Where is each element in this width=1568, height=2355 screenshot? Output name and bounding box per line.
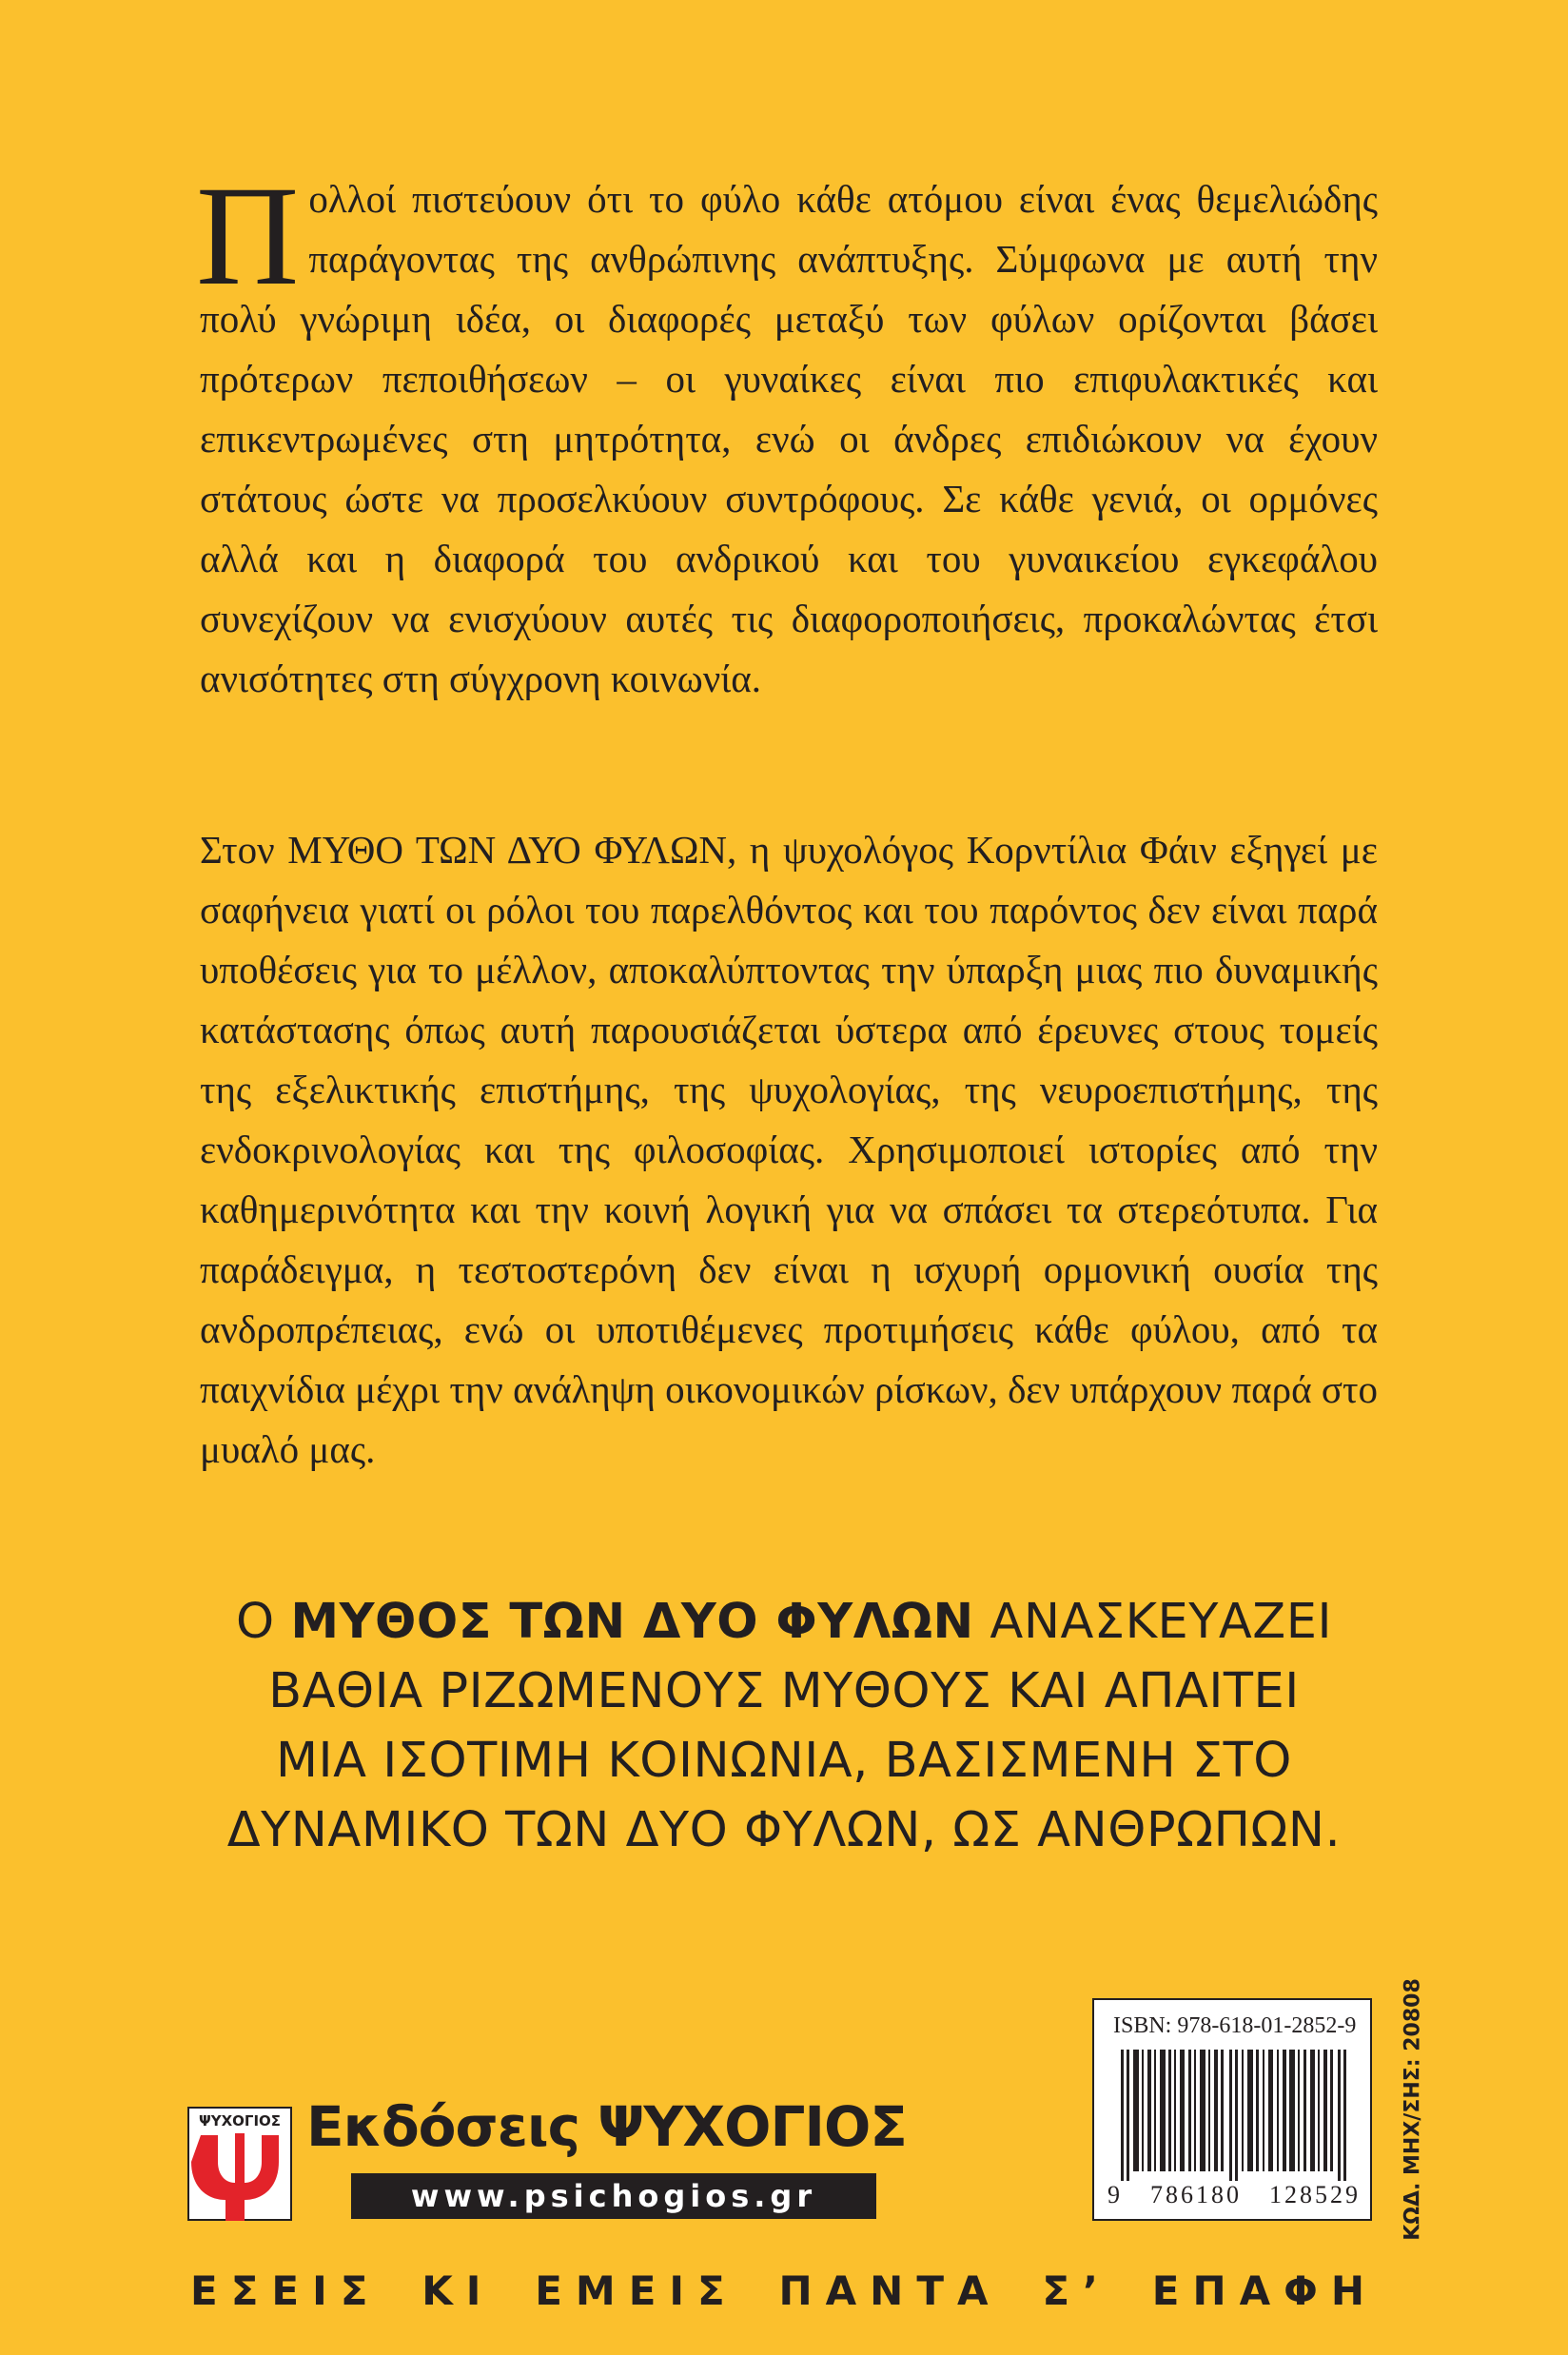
- drop-cap: Π: [196, 157, 300, 315]
- publisher-slogan: ΕΣΕΙΣ ΚΙ ΕΜΕΙΣ ΠΑΝΤΑ Σ’ ΕΠΑΦΗ: [190, 2267, 1378, 2314]
- barcode-digit-group: 786180: [1150, 2181, 1242, 2208]
- tagline: [190, 1587, 1378, 1865]
- tagline-suffix: ΑΝΑΣΚΕΥΑΖΕΙ: [973, 1594, 1332, 1650]
- description-paragraph-2: Στον ΜΥΘΟ ΤΩΝ ΔΥΟ ΦΥΛΩΝ, η ψυχολόγος Κορντίλια Φάιν εξηγεί με σαφήνεια γιατί οι ρόλοι του παρελθόντος και του παρόντος δεν είναι παρά υποθέσεις για το μέλλον, αποκαλύπτοντας την ύπαρξη μιας πιο δυναμικής κατάστασης όπως αυτή παρουσιάζεται ύστερα από έρευνες στους τομείς της εξελικτικής επιστήμης, της ψυχολογίας, της νευροεπιστήμης, της ενδοκρινολογίας και της φιλοσοφίας. Χρησιμοποιεί ιστορίες από την καθημερινότητα και την κοινή λογική για να σπάσει τα στερεότυπα. Για παράδειγμα, η τεστοστερόνη δεν είναι η ισχυρή ορμονική ουσία της ανδροπρέπειας, ενώ οι υποτιθέμενες προτιμήσεις κάθε φύλου, από τα παιχνίδια μέχρι την ανάληψη οικονομικών ρίσκων, δεν υπάρχουν παρά στο μυαλό μας.: [200, 828, 1378, 1471]
- product-code: [1397, 1978, 1429, 2241]
- product-code-text: ΚΩΔ. ΜΗΧ/ΣΗΣ: 20808: [1401, 1978, 1425, 2241]
- barcode-digit-group: 128529: [1269, 2181, 1361, 2208]
- paragraph-1-text: ολλοί πιστεύουν ότι το φύλο κάθε ατόμου είναι ένας θεμελιώδης παράγοντας της ανθρώπινης ανάπτυξης. Σύμφωνα με αυτή την πολύ γνώριμη ιδέα, οι διαφορές μεταξύ των φύλων ορίζονται βάσει πρότερων πεποιθήσεων – οι γυναίκες είναι πιο επιφυλακτικές και επικεντρωμένες στη μητρότητα, ενώ οι άνδρες επιδιώκουν να έχουν στάτους ώστε να προσελκύουν συντρόφους. Σε κάθε γενιά, οι ορμόνες αλλά και η διαφορά του ανδρικού και του γυναικείου εγκεφάλου συνεχίζουν να ενισχύουν αυτές τις διαφοροποιήσεις, προκαλώντας έτσι ανισότητες στη σύγχρονη κοινωνία.: [200, 177, 1378, 700]
- tagline-title-bold: ΜΥΘΟΣ ΤΩΝ ΔΥΟ ΦΥΛΩΝ: [290, 1594, 974, 1650]
- tagline-line-2: ΒΑΘΙΑ ΡΙΖΩΜΕΝΟΥΣ ΜΥΘΟΥΣ ΚΑΙ ΑΠΑΙΤΕΙ: [268, 1663, 1300, 1719]
- publisher-logo-psi-icon: [187, 2107, 292, 2221]
- barcode-icon: [1107, 2050, 1359, 2181]
- tagline-line-1: [190, 1587, 1378, 1657]
- description-paragraph-1: [196, 157, 1378, 709]
- barcode-digits: [1107, 2181, 1361, 2209]
- isbn-barcode-box: [1092, 1998, 1372, 2221]
- tagline-line-3: ΜΙΑ ΙΣΟΤΙΜΗ ΚΟΙΝΩΝΙΑ, ΒΑΣΙΣΜΕΝΗ ΣΤΟ: [276, 1733, 1292, 1789]
- isbn-label: ISBN: 978-618-01-2852-9: [1113, 2013, 1357, 2038]
- publisher-name: Εκδόσεις ΨΥΧΟΓΙΟΣ: [306, 2094, 907, 2159]
- tagline-line-4: ΔΥΝΑΜΙΚΟ ΤΩΝ ΔΥΟ ΦΥΛΩΝ, ΩΣ ΑΝΘΡΩΠΩΝ.: [226, 1802, 1342, 1858]
- logo-text: ΨΥΧΟΓΙΟΣ: [198, 2112, 282, 2129]
- publisher-url: www.psichogios.gr: [351, 2173, 876, 2219]
- barcode-digit-group: 9: [1107, 2181, 1123, 2208]
- tagline-prefix: Ο: [235, 1594, 291, 1650]
